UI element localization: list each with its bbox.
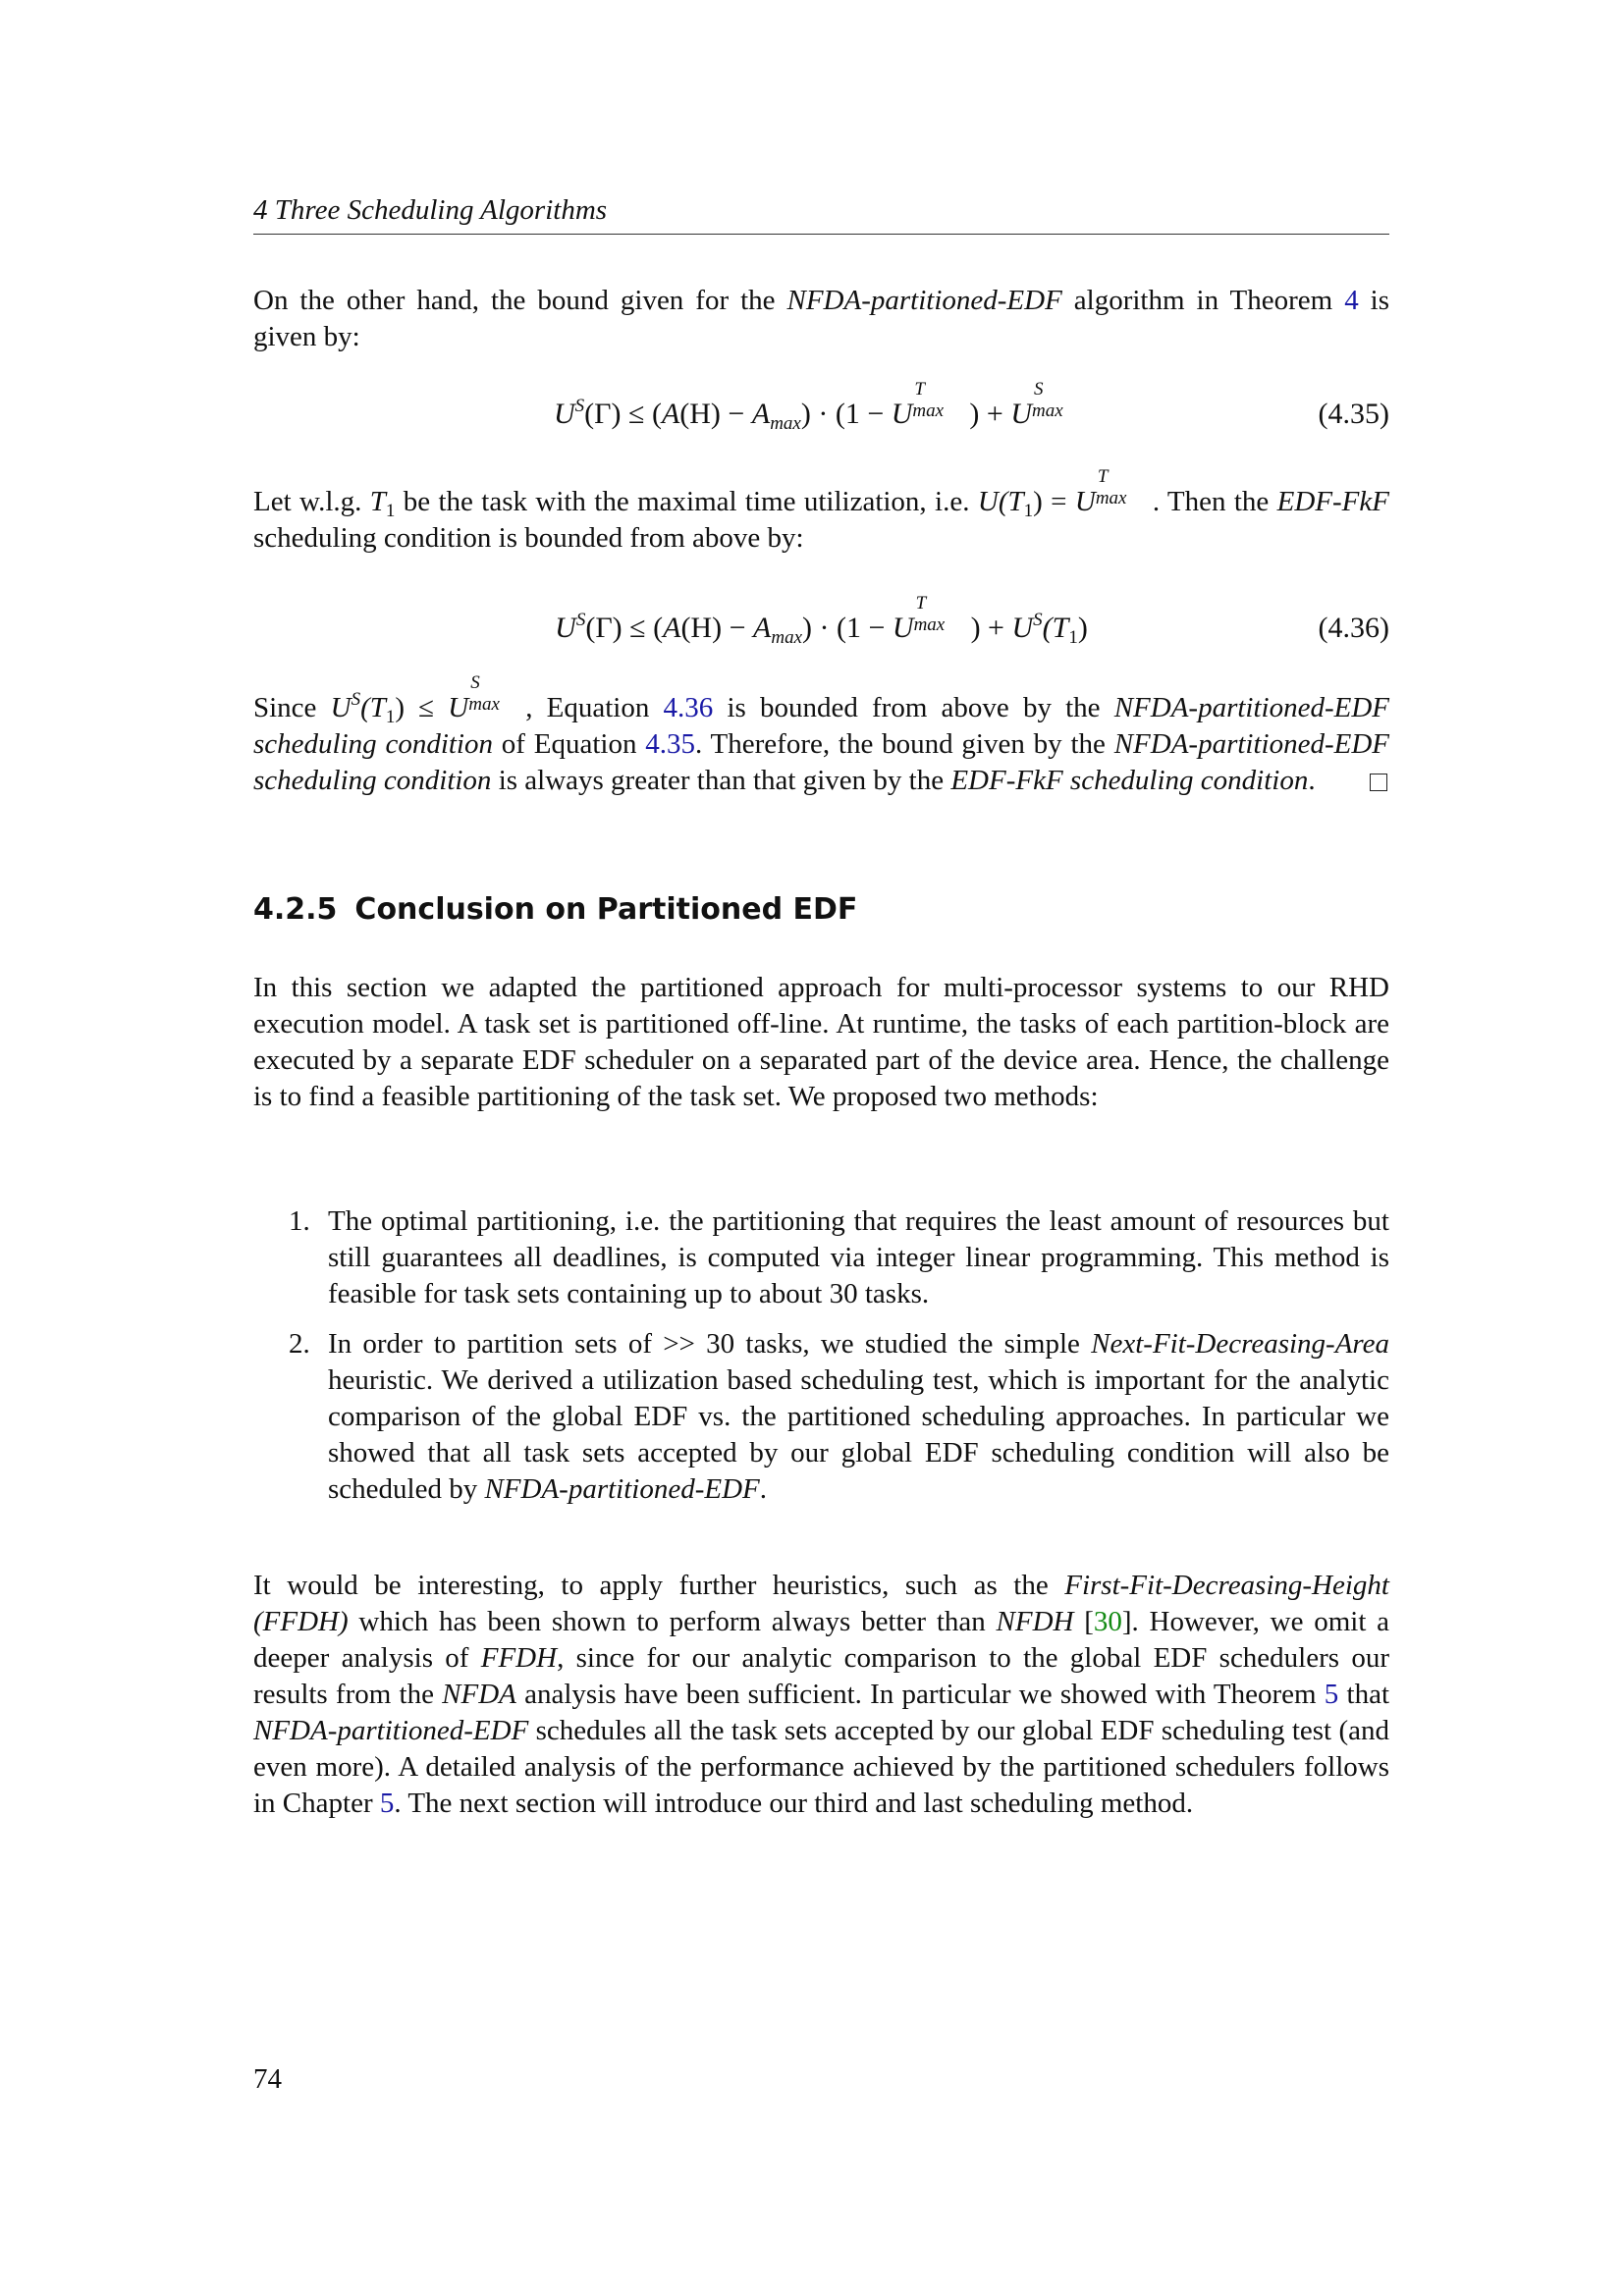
sup-sub bbox=[913, 593, 971, 637]
symbol: U bbox=[891, 398, 913, 430]
superscript: T bbox=[1097, 466, 1109, 487]
text: that bbox=[1338, 1679, 1389, 1710]
symbol: U bbox=[1074, 486, 1096, 517]
symbol: U bbox=[554, 398, 575, 430]
text: . bbox=[1308, 765, 1316, 796]
symbol: (H) − bbox=[680, 612, 754, 644]
methods-list bbox=[253, 1203, 1389, 1508]
closing-paragraph bbox=[253, 1568, 1389, 1822]
subscript: max bbox=[912, 400, 945, 421]
chapter-link[interactable]: 5 bbox=[379, 1788, 395, 1819]
symbol: T bbox=[369, 486, 386, 517]
equation-link[interactable]: 4.35 bbox=[645, 728, 696, 760]
condition-name: EDF-FkF bbox=[1276, 486, 1389, 517]
sup-sub bbox=[912, 379, 969, 423]
text: scheduling condition is bounded from above by: bbox=[253, 522, 804, 554]
symbol: (T bbox=[998, 486, 1024, 517]
algorithm-name: NFDA-partitioned-EDF bbox=[484, 1473, 760, 1505]
list-item-text: heuristic. We derived a utilization based scheduling test, which is important for the analytic comparison of the global EDF vs. the partitioned scheduling approaches. In particular we showed that all task sets accepted by our global EDF scheduling condition will also be scheduled by bbox=[328, 1364, 1389, 1505]
text: [ bbox=[1073, 1606, 1094, 1637]
text: algorithm in Theorem bbox=[1061, 285, 1345, 316]
symbol: ) = bbox=[1033, 486, 1075, 517]
symbol: ) ≤ bbox=[395, 692, 449, 723]
text: schedules all the task sets accepted by our global EDF scheduling test (and even more). A detailed analysis of the performance achieved by the partitioned schedulers follows in Chapter bbox=[253, 1715, 1389, 1819]
wlog-paragraph bbox=[253, 466, 1389, 557]
page-number: 74 bbox=[253, 2063, 282, 2095]
citation-link[interactable]: 30 bbox=[1093, 1606, 1122, 1637]
list-item bbox=[253, 1326, 1389, 1508]
text: Since bbox=[253, 692, 331, 723]
symbol: (Γ) ≤ ( bbox=[584, 398, 662, 430]
superscript: S bbox=[1034, 379, 1044, 400]
symbol: U bbox=[892, 612, 914, 644]
condition-name: NFDA-partitioned-EDF scheduling condition bbox=[253, 692, 1390, 760]
sup-sub bbox=[1032, 379, 1089, 423]
superscript: T bbox=[915, 593, 927, 614]
text: On the other hand, the bound given for the bbox=[253, 285, 787, 316]
equation-link[interactable]: 4.36 bbox=[663, 692, 714, 723]
heuristic-name: First-Fit-Decreasing-Height (FFDH) bbox=[253, 1570, 1389, 1637]
symbol: U bbox=[977, 486, 999, 517]
symbol: U bbox=[555, 612, 576, 644]
text: . The next section will introduce our third and last scheduling method. bbox=[394, 1788, 1194, 1819]
list-item-text: The optimal partitioning, i.e. the partitioning that requires the least amount of resources but still guarantees all deadlines, is computed via integer linear programming. This method is feasible for task sets containing up to about 30 tasks. bbox=[328, 1205, 1389, 1309]
sup-sub bbox=[468, 672, 525, 717]
symbol: A bbox=[751, 398, 771, 430]
superscript: S bbox=[574, 396, 585, 416]
section-number: 4.2.5 bbox=[253, 892, 338, 927]
formula bbox=[253, 379, 1389, 436]
symbol: ) · (1 − bbox=[800, 398, 892, 430]
symbol: ) bbox=[1077, 612, 1088, 644]
heuristic-name: Next-Fit-Decreasing-Area bbox=[1091, 1328, 1389, 1360]
text: analysis have been sufficient. In particular we showed with Theorem bbox=[515, 1679, 1325, 1710]
theorem-link[interactable]: 4 bbox=[1344, 285, 1359, 316]
subscript: 1 bbox=[385, 707, 396, 727]
subscript: max bbox=[1032, 400, 1063, 421]
text: is given by: bbox=[253, 285, 1390, 352]
condition-name: NFDA-partitioned-EDF scheduling condition bbox=[253, 728, 1389, 796]
since-paragraph bbox=[253, 672, 1390, 799]
heuristic-name: NFDH bbox=[996, 1606, 1074, 1637]
symbol: ) + bbox=[969, 398, 1011, 430]
symbol: (H) − bbox=[679, 398, 752, 430]
formula bbox=[253, 593, 1389, 650]
superscript: T bbox=[914, 379, 925, 400]
section-heading bbox=[253, 890, 1389, 930]
superscript: S bbox=[470, 672, 480, 693]
text: of Equation bbox=[493, 728, 646, 760]
superscript: S bbox=[575, 610, 586, 630]
symbol: ) · (1 − bbox=[802, 612, 893, 644]
conclusion-paragraph bbox=[253, 970, 1389, 1115]
symbol: U bbox=[1010, 398, 1032, 430]
subscript: max bbox=[770, 413, 801, 434]
symbol: U bbox=[448, 692, 469, 723]
section-title: Conclusion on Partitioned EDF bbox=[354, 892, 858, 927]
qed-symbol-icon bbox=[1370, 774, 1387, 791]
symbol: (Γ) ≤ ( bbox=[585, 612, 664, 644]
heuristic-name: FFDH bbox=[480, 1642, 558, 1674]
symbol: (T bbox=[1042, 612, 1069, 644]
subscript: max bbox=[468, 694, 500, 715]
list-item-text: In order to partition sets of >> 30 tasks, we studied the simple bbox=[328, 1328, 1092, 1360]
list-marker: 1. bbox=[289, 1205, 310, 1237]
equation-number: (4.35) bbox=[1318, 398, 1389, 430]
list-marker: 2. bbox=[289, 1328, 310, 1360]
list-item-text: . bbox=[759, 1473, 768, 1505]
subscript: max bbox=[771, 627, 802, 648]
text: is always greater than that given by the bbox=[491, 765, 951, 796]
text: is bounded from above by the bbox=[713, 692, 1114, 723]
running-header: 4 Three Scheduling Algorithms bbox=[253, 192, 1389, 235]
symbol: ) + bbox=[970, 612, 1012, 644]
symbol: A bbox=[753, 612, 772, 644]
text: , since for our analytic comparison to the global EDF schedulers our results from the bbox=[253, 1642, 1390, 1710]
heuristic-name: NFDA bbox=[442, 1679, 516, 1710]
symbol: A bbox=[663, 612, 681, 644]
text: It would be interesting, to apply further heuristics, such as the bbox=[253, 1570, 1065, 1601]
theorem-link[interactable]: 5 bbox=[1324, 1679, 1339, 1710]
subscript: max bbox=[913, 614, 946, 635]
equation-4-35 bbox=[253, 379, 1389, 436]
superscript: S bbox=[1033, 610, 1043, 630]
equation-number: (4.36) bbox=[1318, 612, 1389, 644]
symbol: U bbox=[1011, 612, 1034, 644]
symbol: U bbox=[330, 692, 352, 723]
list-item bbox=[253, 1203, 1389, 1312]
text: Let w.l.g. bbox=[253, 486, 370, 517]
subscript: max bbox=[1095, 488, 1127, 508]
text: . Therefore, the bound given by the bbox=[695, 728, 1114, 760]
subscript: 1 bbox=[1023, 501, 1034, 521]
subscript: 1 bbox=[385, 501, 396, 521]
paragraph-text: In this section we adapted the partitioned approach for multi-processor systems to our RHD execution model. A task set is partitioned off-line. At runtime, the tasks of each partition-block are executed by a separate EDF scheduler on a separated part of the device area. Hence, the challenge is to find a feasible partitioning of the task set. We proposed two methods: bbox=[253, 972, 1389, 1112]
text: which has been shown to perform always better than bbox=[348, 1606, 997, 1637]
text: ]. However, we omit a deeper analysis of bbox=[253, 1606, 1389, 1674]
symbol: (T bbox=[360, 692, 386, 723]
intro-paragraph bbox=[253, 283, 1389, 355]
symbol: A bbox=[661, 398, 680, 430]
text: , Equation bbox=[525, 692, 664, 723]
equation-4-36 bbox=[253, 593, 1389, 650]
algorithm-name: NFDA-partitioned-EDF bbox=[253, 1715, 529, 1746]
algorithm-name: NFDA-partitioned-EDF bbox=[786, 285, 1062, 316]
text: . Then the bbox=[1152, 486, 1277, 517]
subscript: 1 bbox=[1068, 627, 1078, 648]
sup-sub bbox=[1095, 466, 1153, 510]
text: be the task with the maximal time utilization, i.e. bbox=[395, 486, 978, 517]
superscript: S bbox=[351, 689, 361, 710]
condition-name: EDF-FkF scheduling condition bbox=[950, 765, 1309, 796]
